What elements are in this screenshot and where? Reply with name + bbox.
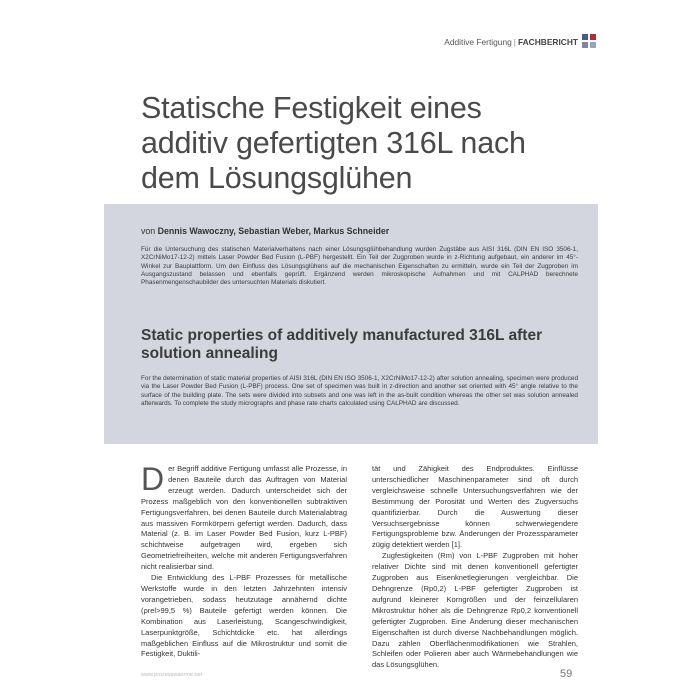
running-header — [444, 37, 578, 47]
body-paragraph: Die Entwicklung des L-PBF Prozesses für metallische Werkstoffe wurde in den letzten Jahrzehnten intensiv vorangetrieben, sodass heutzutage annähernd dichte (ρrel>99,5 %) Bauteile gefertigt werden können. Die Kombination aus Laserleistung, Scangeschwindigkeit, Laserpunktgröße, Schichtdicke etc. hat allerdings maßgeblichen Einfluss auf die Mikrostruktur und somit die Festigkeit, Duktili- — [141, 573, 347, 659]
header-category: FACHBERICHT — [517, 37, 578, 47]
body-text: er Begriff additive Fertigung umfasst alle Prozesse, in denen Bauteile durch das Auftragen von Material erzeugt werden. Dadurch unterscheidet sich der Prozess maßgeblich von den konventionellen subtraktiven Fertigungsverfahren, bei denen Bauteile durch Materialabtrag aus massiven Formkörpern gefertigt werden. Dadurch, dass Material (z. B. im Laser Powder Bed Fusion, kurz L-PBF) schichtweise aufgetragen wird, ergeben sich Geometriefreiheiten, welche mit anderen Fertigungsverfahren nicht realisierbar sind. — [141, 464, 347, 572]
abstract-english: For the determination of static material properties of AISI 316L (DIN EN ISO 3506-1, X2CrNiMo17-12-2) after solution annealing, specimen were produced via the Laser Powder Bed Fusion (L-PBF) process. One set of specimen was built in z-direction and another set oriented with 45° angle relative to the surface of the building plate. The sets were divided into subsets and one was left in the as-built condition whereas the other set was solution annealed afterwards. To complete the study micrographs and phase rate charts calculated using CALPHAD are discussed. — [141, 375, 578, 407]
abstract-german: Für die Untersuchung des statischen Materialverhaltens nach einer Lösungsglühbehandlung wurden Zugstäbe aus AISI 316L (DIN EN ISO 3506-1, X2CrNiMo17-12-2) mittels Laser Powder Bed Fusion (L-PBF) hergestellt. Ein Teil der Zugproben wurde in z-Richtung aufgebaut, ein anderer im 45°-Winkel zur Bauplattform. Um den Einfluss des Lösungsglühens auf die mechanischen Eigenschaften zu ermitteln, wurde ein Teil der Zugproben im Ausgangszustand belassen und ebenfalls geprüft. Ergänzend werden mikroskopische Aufnahmen und mit CALPHAD berechnete Phasenmengenschaubilder des untersuchten Materials diskutiert. — [141, 246, 578, 287]
english-title: Static properties of additively manufactured 316L after solution annealing — [141, 327, 543, 363]
publisher-logo-icon — [582, 34, 596, 48]
body-paragraph: tät und Zähigkeit des Endproduktes. Einflüsse unterschiedlicher Maschinenparameter sind oft durch vergleichsweise schnelle Untersuchungsverfahren wie der Bestimmung der Porosität und Werten des Zugversuchs quantifizierbar. Durch die Auswertung dieser Versuchsergebnisse können schwerwiegendere Fertigungsprobleme bzw. Änderungen der Prozessparameter zügig detektiert werden [1]. — [372, 464, 578, 550]
page-number: 59 — [560, 668, 573, 680]
author-line — [141, 226, 389, 236]
footer-url: www.prozesswaerme.net — [141, 672, 203, 678]
header-separator: | — [513, 37, 516, 47]
author-names: Dennis Wawoczny, Sebastian Weber, Markus Schneider — [157, 226, 390, 236]
body-column-left — [141, 461, 347, 660]
header-section: Additive Fertigung — [444, 37, 512, 47]
body-column-right — [372, 464, 578, 671]
body-paragraph — [141, 461, 347, 573]
author-prefix: von — [141, 226, 156, 236]
drop-cap: D — [141, 461, 165, 497]
article-title: Statische Festigkeit eines additiv gefertigten 316L nach dem Lösungsglühen — [141, 91, 526, 195]
body-paragraph: Zugfestigkeiten (Rm) von L-PBF Zugproben mit hoher relativer Dichte sind mit denen konventionell gefertigter Zugproben aus Eisenknetlegierungen vergleichbar. Die Dehngrenze (Rp0,2) L-PBF gefertigter Zugproben ist aufgrund kleinerer Korngrößen und der feinzellularen Mikrostruktur höher als die Dehngrenze Rp0,2 konventionell gefertigter Zugproben. Eine Änderung dieser mechanischen Eigenschaften ist durch diverse Nachbehandlungen möglich. Dazu zählen Oberflächenmodifikationen wie Strahlen, Schleifen oder Polieren aber auch Wärmebehandlungen wie das Lösungsglühen. — [372, 551, 578, 670]
